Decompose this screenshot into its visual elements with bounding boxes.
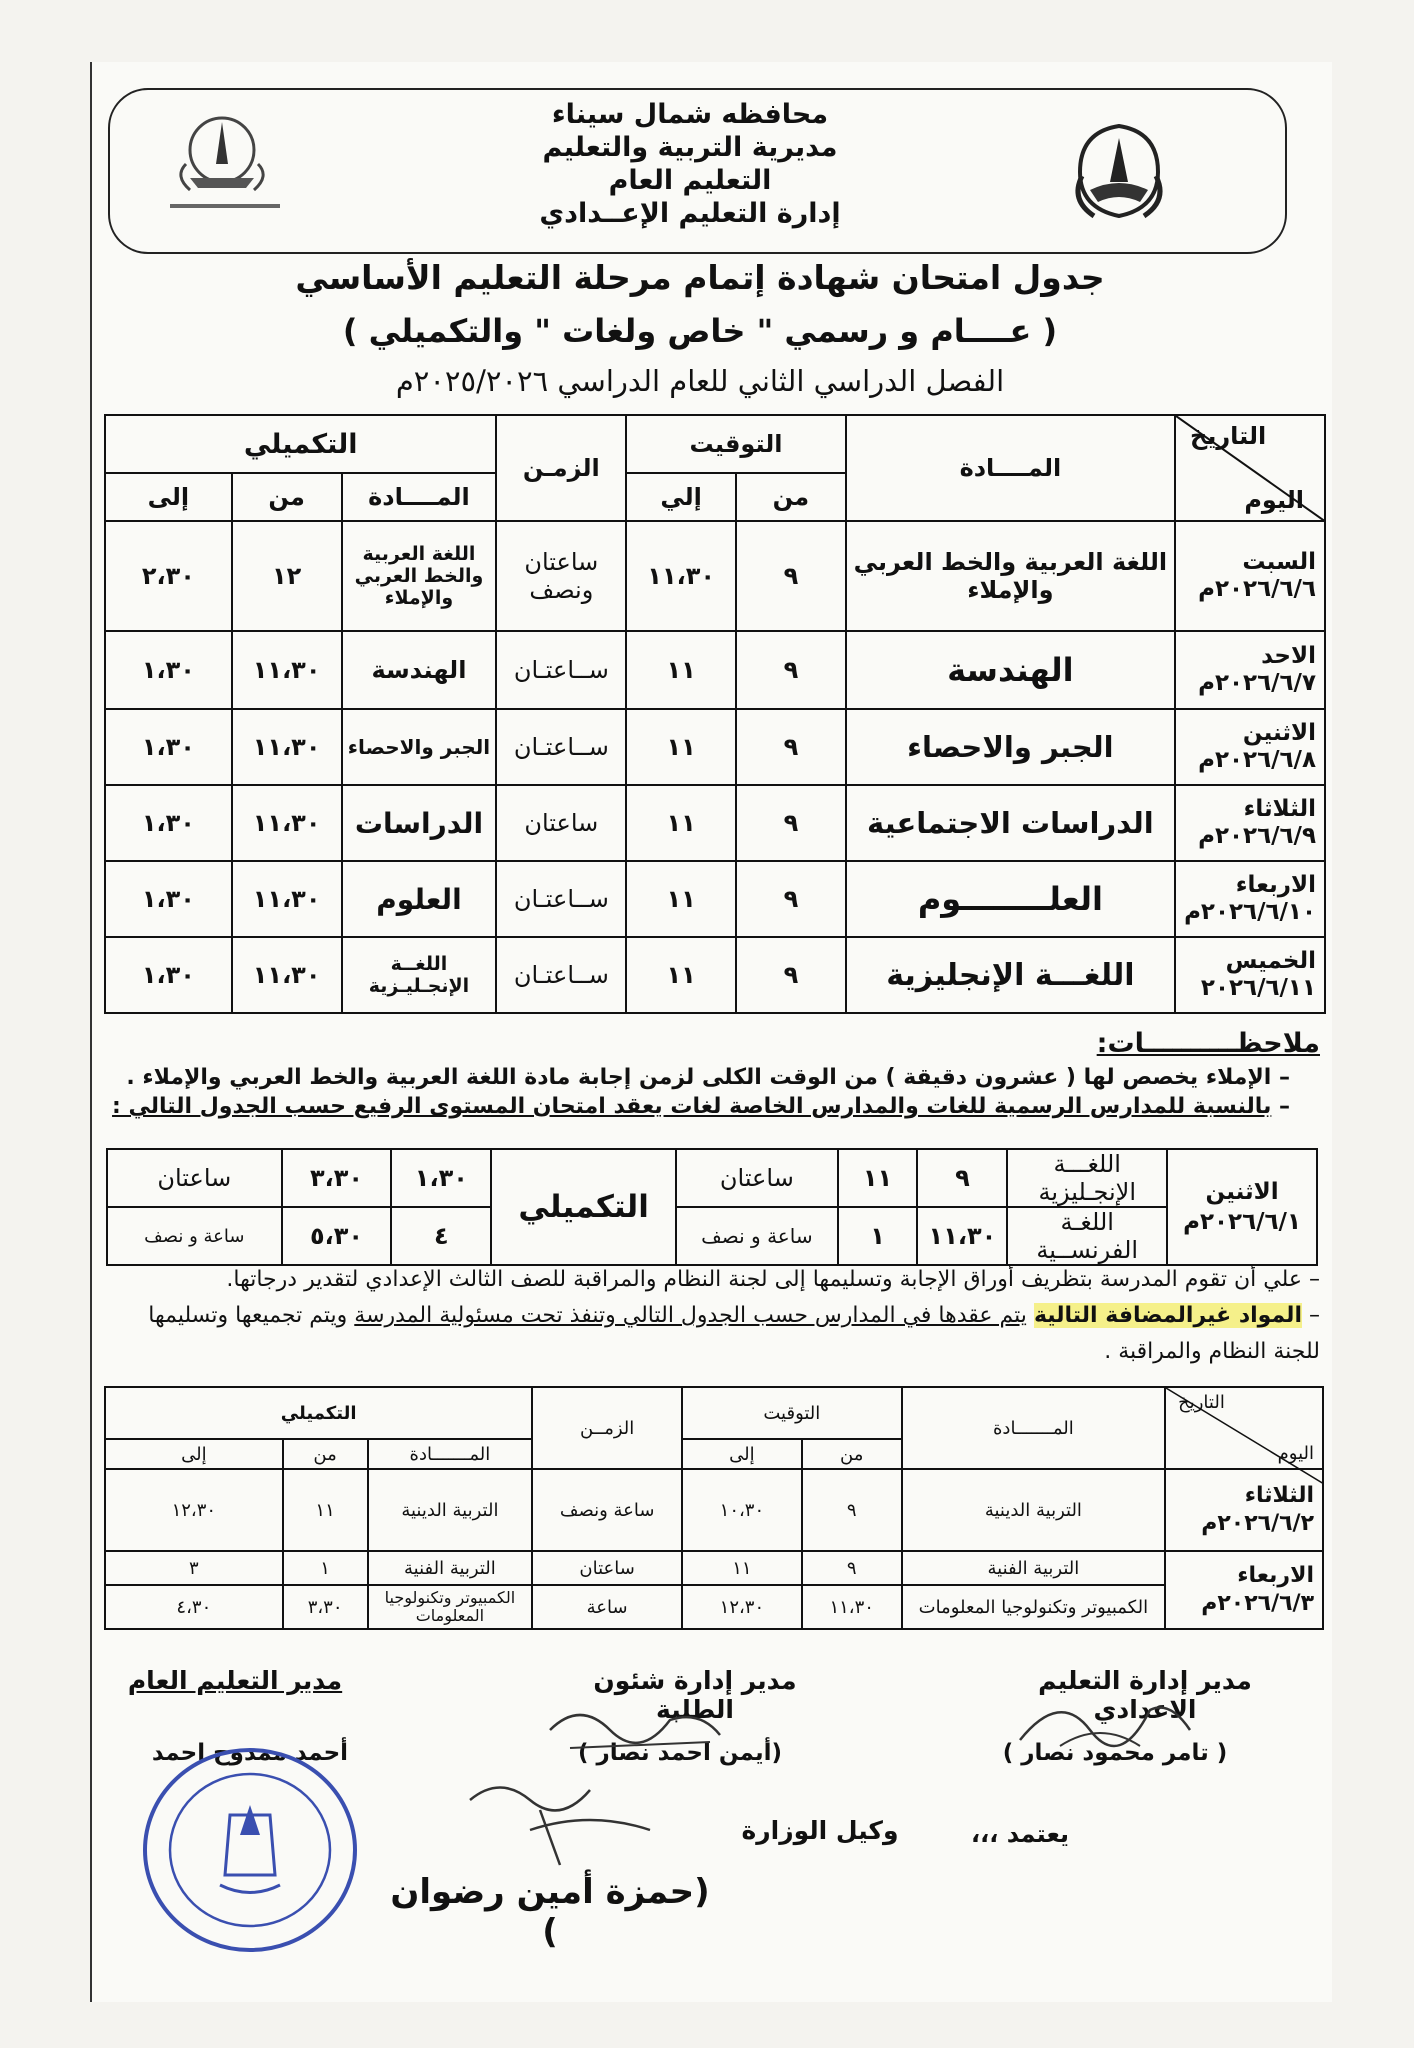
day-cell: الاثنين ٢٠٢٦/٦/٨م: [1175, 709, 1325, 785]
supp-from-cell: ١: [283, 1551, 368, 1585]
supp-to-cell: ١،٣٠: [105, 937, 232, 1013]
from-cell: ١١،٣٠: [917, 1207, 1007, 1265]
duration-cell: ســاعتـان: [496, 631, 626, 709]
signature-mid-title: مدير إدارة شئون الطلبة: [593, 1666, 797, 1724]
subject-cell: الكمبيوتر وتكنولوجيا المعلومات: [902, 1585, 1165, 1629]
supp-to-cell: ١٢،٣٠: [105, 1469, 283, 1551]
official-stamp: [130, 1735, 370, 1965]
from-cell: ٩: [802, 1469, 902, 1551]
subject-cell: اللغـــة الإنجليزية: [846, 937, 1175, 1013]
header-supplementary: التكميلي: [105, 1387, 532, 1439]
header-supp-to: إلى: [105, 473, 232, 521]
note-item: – الإملاء يخصص لها ( عشرون دقيقة ) من الوقت الكلى لزمن إجابة مادة اللغة العربية والخط العربي والإملاء .: [126, 1065, 1290, 1090]
header-duration: الزمــن: [532, 1387, 682, 1469]
approve-label: يعتمد ،،،: [970, 1820, 1069, 1848]
header-supp-from: من: [232, 473, 342, 521]
duration-cell: ســاعتـان: [496, 709, 626, 785]
table-row: [105, 861, 1325, 937]
duration-cell: ساعة و نصف: [676, 1207, 838, 1265]
signature-scribble-deputy: [440, 1770, 670, 1870]
header-supp-subject: المــــادة: [342, 473, 497, 521]
header-supplementary: التكميلي: [105, 415, 496, 473]
day-cell: الاربعاء ٢٠٢٦/٦/٣م: [1165, 1551, 1323, 1629]
supp-subject-cell: التربية الدينية: [368, 1469, 533, 1551]
day-cell: الثلاثاء ٢٠٢٦/٦/٩م: [1175, 785, 1325, 861]
subject-cell: الدراسات الاجتماعية: [846, 785, 1175, 861]
signature-left-name: أحمد ممدوح احمد: [151, 1740, 349, 1766]
main-schedule-table: [104, 414, 1326, 1014]
supplementary-cell: التكميلي: [491, 1149, 676, 1265]
duration-cell: ســاعتـان: [496, 937, 626, 1013]
supp-to-cell: ٢،٣٠: [105, 521, 232, 631]
day-cell: الاربعاء ٢٠٢٦/٦/١٠م: [1175, 861, 1325, 937]
signature-scribble-mid: [530, 1690, 750, 1760]
notes2-block: [100, 1262, 1320, 1370]
from-cell: ٩: [917, 1149, 1007, 1207]
header-from: من: [736, 473, 846, 521]
deputy-label: وكيل الوزارة: [741, 1816, 899, 1845]
page-subtitle: ( عــــام و رسمي " خاص ولغات " والتكميلي ): [342, 312, 1058, 350]
from-cell: ٩: [736, 861, 846, 937]
supp-subject-cell: الهندسة: [342, 631, 497, 709]
supp-subject-cell: اللغــة الإنجـليـزية: [342, 937, 497, 1013]
notes-heading: ملاحظــــــــــات:: [1096, 1028, 1320, 1059]
duration-cell: ساعتان: [676, 1149, 838, 1207]
from-cell: ٩: [736, 937, 846, 1013]
to-cell: ١١،٣٠: [626, 521, 736, 631]
header-subject: المـــــــادة: [902, 1387, 1165, 1469]
header-line: محافظه شمال سيناء: [551, 99, 829, 130]
header-line: التعليم العام: [608, 165, 772, 196]
header-supp-to: إلى: [105, 1439, 283, 1469]
subject-cell: اللغـــة الإنجـليزية: [1007, 1149, 1167, 1207]
table-row: [105, 1551, 1323, 1585]
day-cell: الاثنين ٢٠٢٦/٦/١م: [1167, 1149, 1317, 1265]
note-item: – المواد غيرالمضافة التالية يتم عقدها في المدارس حسب الجدول التالي وتنفذ تحت مسئولية المدرسة ويتم تجميعها وتسليمها للجنة النظام والمراقبة .: [148, 1303, 1320, 1364]
signature-mid-name: (أيمن احمد نصار ): [577, 1740, 783, 1766]
header-supp-subject: المـــــــادة: [368, 1439, 533, 1469]
table-row: [107, 1207, 1317, 1265]
supp-subject-cell: الجبر والاحصاء: [342, 709, 497, 785]
day-cell: الاحد ٢٠٢٦/٦/٧م: [1175, 631, 1325, 709]
extra-subjects-table: [104, 1386, 1324, 1630]
subject-cell: اللغـة الفرنســية: [1007, 1207, 1167, 1265]
supp-to-cell: ٤،٣٠: [105, 1585, 283, 1629]
supp-from-cell: ١١،٣٠: [232, 785, 342, 861]
semester-line: الفصل الدراسي الثاني للعام الدراسي ٢٠٢٥/٢٠٢٦م: [395, 364, 1005, 398]
directorate-logo: [150, 104, 300, 224]
duration-cell: ساعة: [532, 1585, 682, 1629]
to-cell: ١١: [626, 709, 736, 785]
duration-cell: ساعتان ونصف: [496, 521, 626, 631]
signature-right-name: ( تامر محمود نصار ): [1002, 1740, 1228, 1766]
supp-from-cell: ١١،٣٠: [232, 709, 342, 785]
table-row: [105, 1585, 1323, 1629]
to-cell: ١٢،٣٠: [682, 1585, 802, 1629]
header-date: التاريخ: [1190, 422, 1267, 450]
table-row: [105, 709, 1325, 785]
supp-to-cell: ٥،٣٠: [282, 1207, 392, 1265]
duration-cell: ساعة ونصف: [532, 1469, 682, 1551]
day-cell: الخميس ٢٠٢٦/٦/١١: [1175, 937, 1325, 1013]
subject-cell: الجبر والاحصاء: [846, 709, 1175, 785]
subject-cell: التربية الدينية: [902, 1469, 1165, 1551]
supp-subject-cell: الكمبيوتر وتكنولوجيا المعلومات: [368, 1585, 533, 1629]
supp-from-cell: ١٢: [232, 521, 342, 631]
header-supp-from: من: [283, 1439, 368, 1469]
header-timing: التوقيت: [682, 1387, 902, 1439]
supp-from-cell: ١١،٣٠: [232, 861, 342, 937]
supp-from-cell: ١١،٣٠: [232, 937, 342, 1013]
header-date: التاريخ: [1178, 1392, 1225, 1413]
from-cell: ٩: [736, 785, 846, 861]
note-item: – بالنسبة للمدارس الرسمية للغات والمدارس الخاصة لغات يعقد امتحان المستوى الرفيع حسب الجدول التالي :: [112, 1094, 1290, 1119]
duration-cell: ســاعتـان: [496, 861, 626, 937]
header-day: اليوم: [1244, 486, 1304, 514]
supp-duration-cell: ساعة و نصف: [107, 1207, 282, 1265]
table-row: [105, 937, 1325, 1013]
supp-from-cell: ١١،٣٠: [232, 631, 342, 709]
header-to: إلي: [626, 473, 736, 521]
supp-from-cell: ٣،٣٠: [283, 1585, 368, 1629]
header-from: من: [802, 1439, 902, 1469]
table-row: [107, 1149, 1317, 1207]
to-cell: ١٠،٣٠: [682, 1469, 802, 1551]
day-cell: السبت ٢٠٢٦/٦/٦م: [1175, 521, 1325, 631]
notes-block: [100, 1028, 1320, 1119]
subject-cell: الهندسة: [846, 631, 1175, 709]
supp-to-cell: ١،٣٠: [105, 861, 232, 937]
header-duration: الزمـن: [496, 415, 626, 521]
supp-to-cell: ١،٣٠: [105, 785, 232, 861]
to-cell: ١١: [682, 1551, 802, 1585]
to-cell: ١١: [626, 631, 736, 709]
header-day: اليوم: [1277, 1443, 1314, 1464]
deputy-name: (حمزة أمين رضوان ): [390, 1872, 710, 1952]
header-date-day: [1175, 415, 1325, 521]
table-row: [105, 631, 1325, 709]
page-title: جدول امتحان شهادة إتمام مرحلة التعليم الأساسي: [295, 258, 1105, 297]
header-line: مديرية التربية والتعليم: [542, 132, 838, 163]
header-authority: [470, 98, 910, 230]
table-row: [105, 521, 1325, 631]
to-cell: ١١: [626, 861, 736, 937]
from-cell: ٩: [802, 1551, 902, 1585]
table-row: [105, 785, 1325, 861]
supp-to-cell: ٣: [105, 1551, 283, 1585]
from-cell: ٩: [736, 521, 846, 631]
subject-cell: التربية الفنية: [902, 1551, 1165, 1585]
subject-cell: اللغة العربية والخط العربي والإملاء: [846, 521, 1175, 631]
supp-from-cell: ٤: [391, 1207, 491, 1265]
supp-from-cell: ١١: [283, 1469, 368, 1551]
supp-subject-cell: العلوم: [342, 861, 497, 937]
to-cell: ١١: [626, 785, 736, 861]
supp-duration-cell: ساعتان: [107, 1149, 282, 1207]
signature-right-title: مدير إدارة التعليم الاعدادي: [1038, 1666, 1252, 1724]
supp-subject-cell: اللغة العربية والخط العربي والإملاء: [342, 521, 497, 631]
from-cell: ٩: [736, 631, 846, 709]
day-cell: الثلاثاء ٢٠٢٦/٦/٢م: [1165, 1469, 1323, 1551]
from-cell: ١١،٣٠: [802, 1585, 902, 1629]
signature-scribble-right: [1000, 1680, 1230, 1760]
header-to: إلى: [682, 1439, 802, 1469]
supp-to-cell: ٣،٣٠: [282, 1149, 392, 1207]
note-item: – علي أن تقوم المدرسة بتظريف أوراق الإجابة وتسليمها إلى لجنة النظام والمراقبة للصف الثالث الإعدادي لتقدير درجاتها.: [226, 1267, 1320, 1292]
header-date-day: [1165, 1387, 1323, 1469]
from-cell: ٩: [736, 709, 846, 785]
supp-subject-cell: التربية الفنية: [368, 1551, 533, 1585]
header-subject: المــــادة: [846, 415, 1175, 521]
supp-to-cell: ١،٣٠: [105, 631, 232, 709]
header-line: إدارة التعليم الإعــدادي: [539, 198, 841, 229]
supp-from-cell: ١،٣٠: [391, 1149, 491, 1207]
subject-cell: العلــــــــوم: [846, 861, 1175, 937]
to-cell: ١١: [626, 937, 736, 1013]
supp-to-cell: ١،٣٠: [105, 709, 232, 785]
duration-cell: ساعتان: [532, 1551, 682, 1585]
table-row: [105, 1469, 1323, 1551]
level-exam-table: [106, 1148, 1318, 1266]
duration-cell: ساعتان: [496, 785, 626, 861]
supp-subject-cell: الدراسات: [342, 785, 497, 861]
governorate-logo: [1060, 112, 1178, 230]
to-cell: ١: [838, 1207, 918, 1265]
to-cell: ١١: [838, 1149, 918, 1207]
header-timing: التوقيت: [626, 415, 845, 473]
signature-left-title: مدير التعليم العام: [127, 1666, 343, 1695]
